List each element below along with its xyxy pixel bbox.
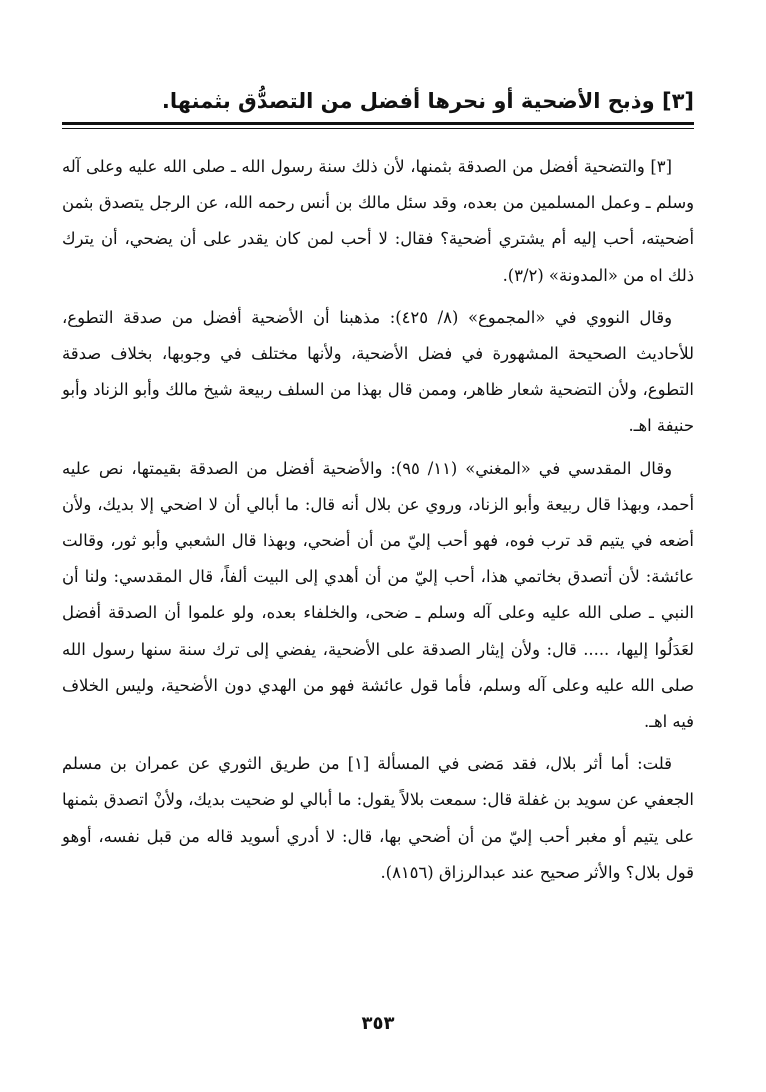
paragraph-3: وقال المقدسي في «المغني» (١١/ ٩٥): والأضحية أفضل من الصدقة بقيمتها، نص عليه أحمد، وبهذا قال ربيعة وأبو الزناد، وروي عن بلال أنه قال: ما أبالي أن لا اضحي إلا بديك، ولأن أضعه في يتيم قد ترب فوه، فهو أحب إليّ من أن أضحي، وبهذا قال الشعبي وأبو ثور، وقالت عائشة: لأن أتصدق بخاتمي هذا، أحب إليّ من أن أهدي إلى البيت ألفاً، قال المقدسي: ولنا أن النبي ـ صلى الله عليه وعلى آله وسلم ـ ضحى، والخلفاء بعده، ولو علموا أن الصدقة أفضل لعَدَلُوا إليها، ..... قال: ولأن إيثار الصدقة على الأضحية، يفضي إلى ترك سنة سنها رسول الله صلى الله عليه وعلى آله وسلم، فأما قول عائشة فهو من الهدي دون الأضحية، وليس الخلاف فيه اهـ. xyxy=(62,458,694,732)
heading-rule-thin xyxy=(62,128,694,129)
paragraph-1: [٣] والتضحية أفضل من الصدقة بثمنها، لأن ذلك سنة رسول الله ـ صلى الله عليه وعلى آله وسلم ـ وعمل المسلمين من بعده، وقد سئل مالك بن أنس رحمه الله، عن الرجل يتصدق بثمن أضحيته، أحب إليه أم يشتري أضحية؟ فقال: لا أحب لمن كان يقدر على أن يضحي، أن يترك ذلك اه من «المدونة» (٣/٢). xyxy=(62,157,694,285)
paragraph-2: وقال النووي في «المجموع» (٨/ ٤٢٥): مذهبنا أن الأضحية أفضل من صدقة التطوع، للأحاديث الصحيحة المشهورة في فضل الأضحية، ولأنها مختلف في وجوبها، بخلاف صدقة التطوع، ولأن التضحية شعار ظاهر، وممن قال بهذا من السلف ربيعة شيخ مالك وأبو الزناد وأبو حنيفة اهـ. xyxy=(62,307,694,436)
paragraph-4: قلت: أما أثر بلال، فقد مَضى في المسألة [١] من طريق الثوري عن عمران بن مسلم الجعفي عن سويد بن غفلة قال: سمعت بلالاً يقول: ما أبالي لو ضحيت بديك، ولأنْ اتصدق بثمنها على يتيم أو مغبر أحب إليّ من أن أضحي بها، قال: لا أدري أسويد قاله من قبل نفسه، أوهو قول بلال؟ والأثر صحيح عند عبدالرزاق (٨١٥٦). xyxy=(62,754,694,882)
page-number: ٣٥٣ xyxy=(361,1013,395,1034)
section-heading: [٣] وذبح الأضحية أو نحرها أفضل من التصدُّق بثمنها. xyxy=(161,89,694,113)
book-page xyxy=(62,70,694,1070)
heading-rule-thick xyxy=(62,122,694,125)
body-text xyxy=(62,149,694,891)
